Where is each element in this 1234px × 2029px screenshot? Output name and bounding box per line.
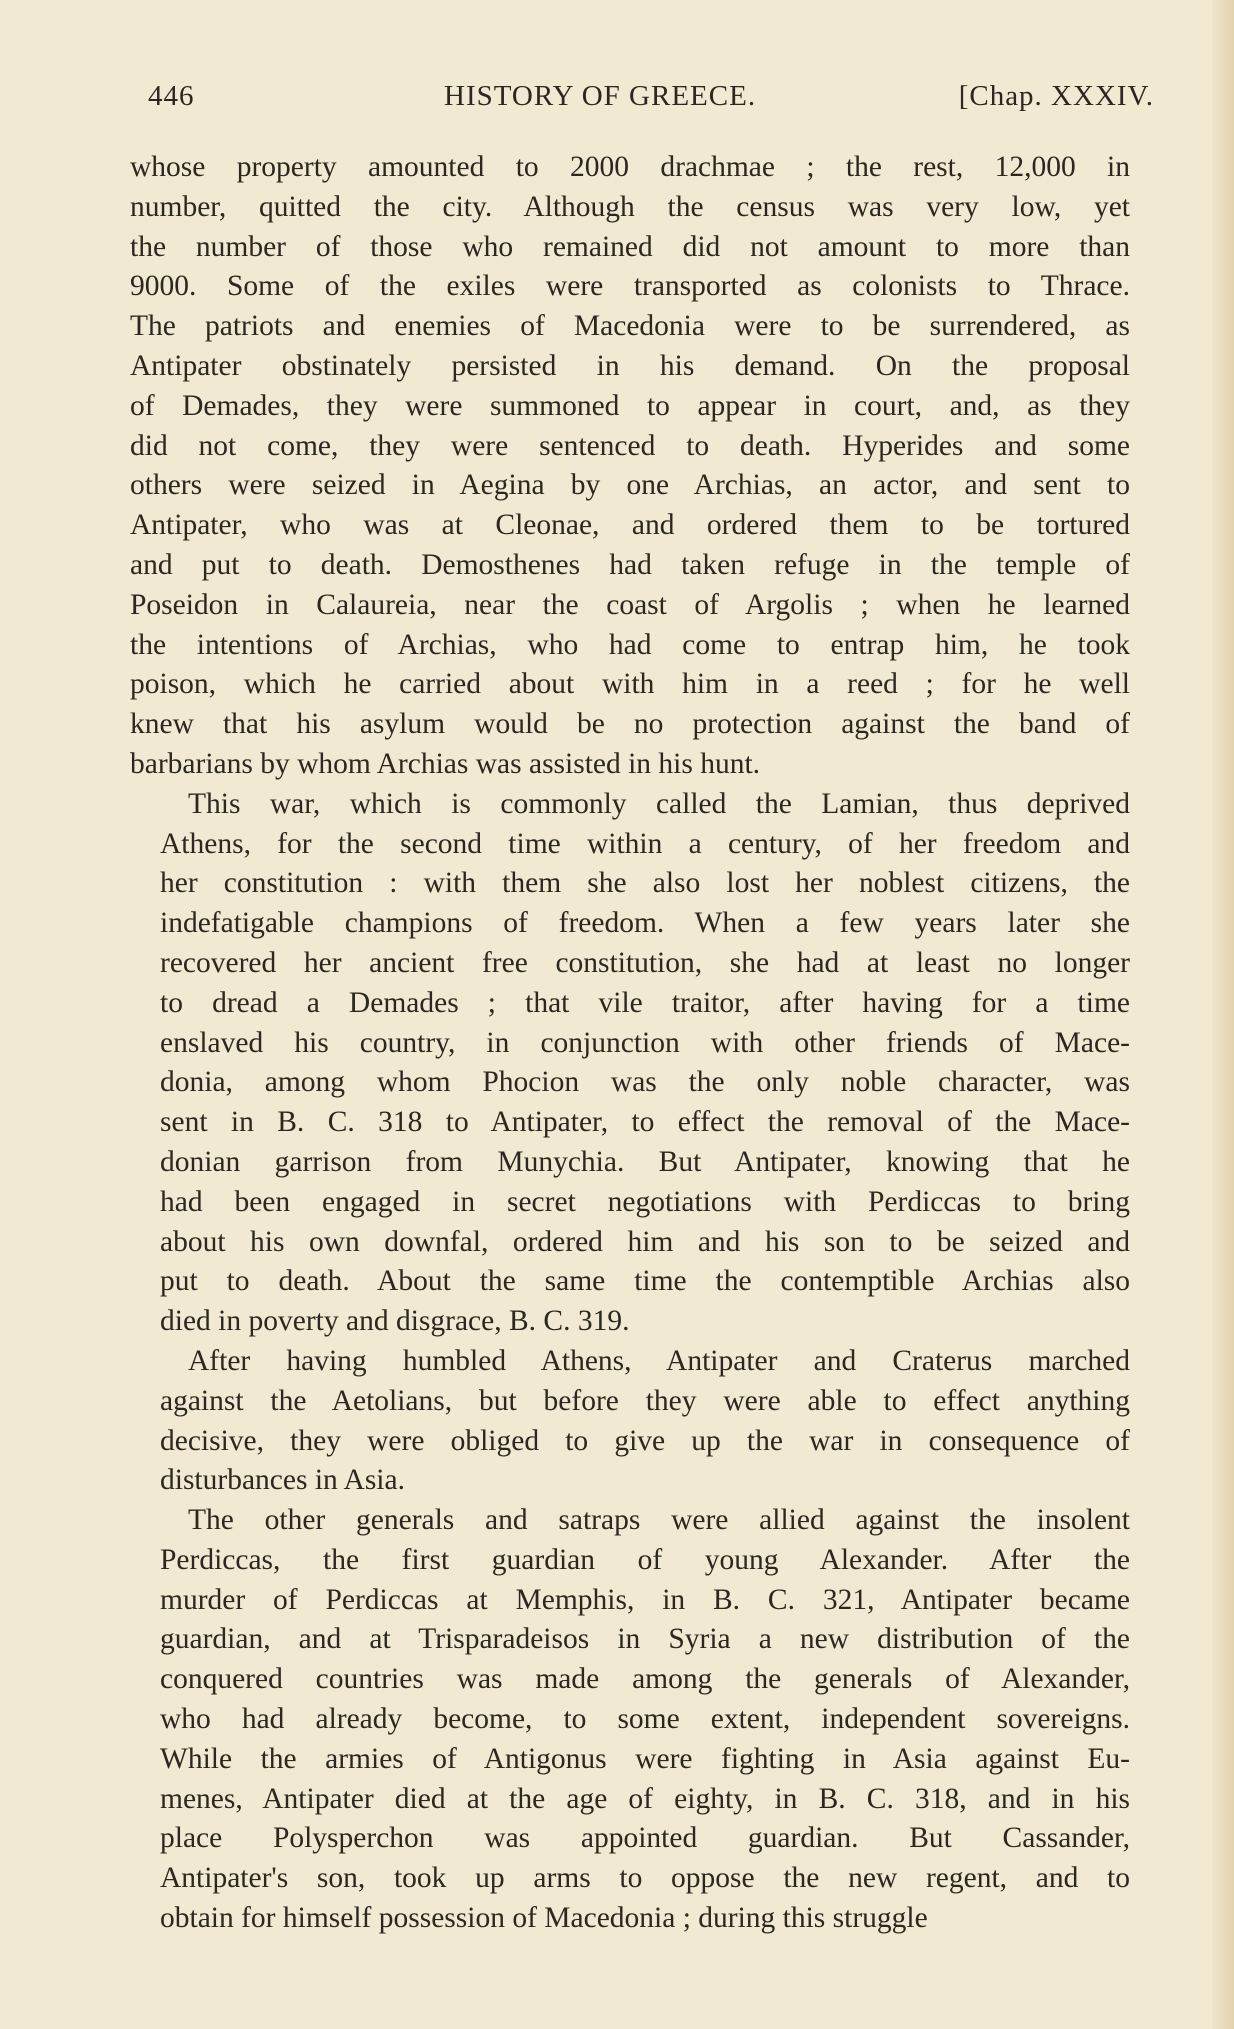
text-line: her constitution : with them she also lost her noblest citizens, the	[160, 867, 1130, 900]
text-line: Antipater obstinately persisted in his demand. On the proposal	[130, 349, 1130, 382]
running-header	[148, 80, 1154, 120]
text-line: who had already become, to some extent, independent sovereigns.	[160, 1703, 1130, 1736]
page-edge	[1212, 0, 1234, 2029]
text-line: While the armies of Antigonus were fighting in Asia against Eu-	[160, 1742, 1130, 1775]
text-line: sent in B. C. 318 to Antipater, to effect the removal of the Mace-	[160, 1106, 1130, 1139]
text-line: enslaved his country, in conjunction with other friends of Mace-	[160, 1026, 1130, 1059]
chapter-reference: [Chap. XXXIV.	[958, 80, 1154, 112]
paragraph	[130, 148, 1130, 785]
text-line: Athens, for the second time within a century, of her freedom and	[160, 827, 1130, 860]
text-line: recovered her ancient free constitution, she had at least no longer	[160, 946, 1130, 979]
text-line: donian garrison from Munychia. But Antipater, knowing that he	[160, 1145, 1130, 1178]
text-line: whose property amounted to 2000 drachmae ; the rest, 12,000 in	[130, 151, 1130, 183]
text-line: to dread a Demades ; that vile traitor, after having for a time	[160, 986, 1130, 1019]
text-line: and put to death. Demosthenes had taken refuge in the temple of	[130, 548, 1130, 581]
paragraph	[130, 1342, 1130, 1501]
text-line: conquered countries was made among the generals of Alexander,	[160, 1663, 1130, 1696]
text-line: indefatigable champions of freedom. When a few years later she	[160, 907, 1130, 940]
text-line: place Polysperchon was appointed guardian. But Cassander,	[160, 1822, 1130, 1855]
text-line: After having humbled Athens, Antipater and Craterus marched	[188, 1344, 1130, 1377]
text-line: 9000. Some of the exiles were transported as colonists to Thrace.	[130, 270, 1130, 303]
text-line: decisive, they were obliged to give up the war in consequence of	[160, 1424, 1130, 1457]
text-line: menes, Antipater died at the age of eighty, in B. C. 318, and in his	[160, 1782, 1130, 1815]
text-line: barbarians by whom Archias was assisted in his hunt.	[130, 747, 761, 780]
running-title: HISTORY OF GREECE.	[444, 80, 757, 112]
text-line: Poseidon in Calaureia, near the coast of Argolis ; when he learned	[130, 588, 1130, 621]
paragraph	[130, 1501, 1130, 1939]
text-line: the number of those who remained did not amount to more than	[130, 230, 1130, 263]
text-line: obtain for himself possession of Macedonia ; during this struggle	[160, 1902, 928, 1935]
text-line: against the Aetolians, but before they were able to effect anything	[160, 1384, 1130, 1417]
text-line: of Demades, they were summoned to appear in court, and, as they	[130, 389, 1130, 422]
text-line: did not come, they were sentenced to death. Hyperides and some	[130, 429, 1130, 462]
text-line: died in poverty and disgrace, B. C. 319.	[160, 1305, 630, 1338]
body-text	[130, 148, 1130, 1939]
text-line: others were seized in Aegina by one Archias, an actor, and sent to	[130, 469, 1130, 502]
text-line: The patriots and enemies of Macedonia were to be surrendered, as	[130, 310, 1130, 343]
text-line: disturbances in Asia.	[160, 1464, 405, 1497]
paragraph	[130, 785, 1130, 1342]
text-line: poison, which he carried about with him in a reed ; for he well	[130, 668, 1130, 701]
text-line: guardian, and at Trisparadeisos in Syria a new distribution of the	[160, 1623, 1130, 1656]
text-line: the intentions of Archias, who had come to entrap him, he took	[130, 628, 1130, 661]
text-line: Perdiccas, the first guardian of young Alexander. After the	[160, 1543, 1130, 1576]
text-line: knew that his asylum would be no protection against the band of	[130, 708, 1130, 741]
page-number: 446	[148, 80, 195, 112]
text-line: donia, among whom Phocion was the only noble character, was	[160, 1066, 1130, 1099]
text-line: Antipater's son, took up arms to oppose the new regent, and to	[160, 1862, 1130, 1895]
text-line: number, quitted the city. Although the census was very low, yet	[130, 190, 1130, 223]
text-line: The other generals and satraps were allied against the insolent	[188, 1504, 1130, 1537]
text-line: Antipater, who was at Cleonae, and ordered them to be tortured	[130, 509, 1130, 542]
text-line: put to death. About the same time the contemptible Archias also	[160, 1265, 1130, 1298]
text-line: had been engaged in secret negotiations with Perdiccas to bring	[160, 1185, 1130, 1218]
text-line: This war, which is commonly called the Lamian, thus deprived	[188, 787, 1130, 820]
text-line: murder of Perdiccas at Memphis, in B. C. 321, Antipater became	[160, 1583, 1130, 1616]
text-line: about his own downfal, ordered him and his son to be seized and	[160, 1225, 1130, 1258]
